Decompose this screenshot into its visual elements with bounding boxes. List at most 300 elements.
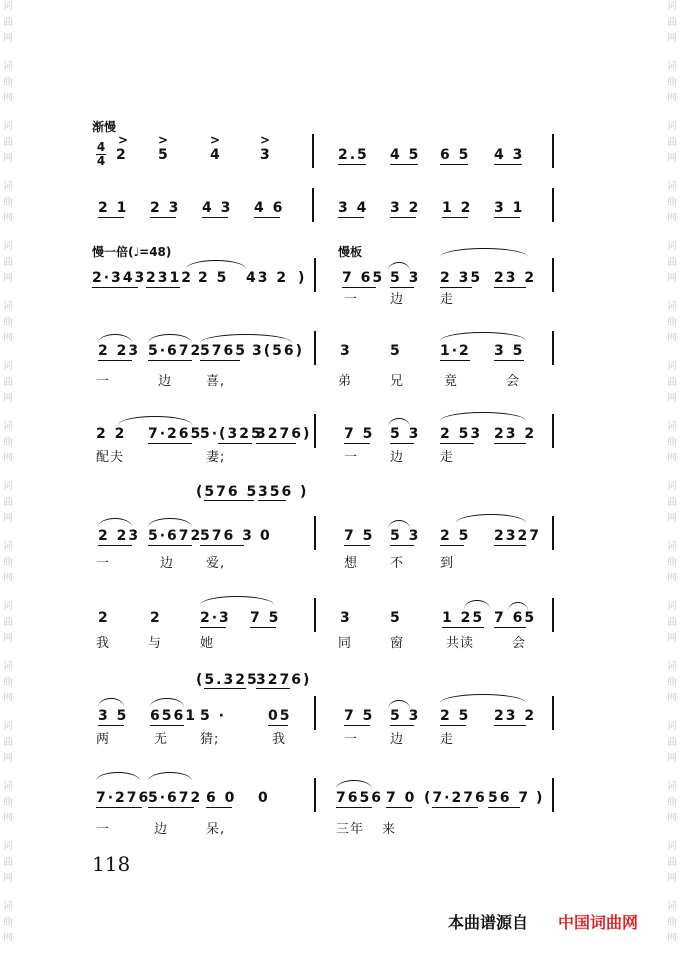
underline bbox=[390, 217, 416, 218]
watermark-char: 曲 bbox=[667, 317, 677, 328]
lyric: 同 bbox=[338, 636, 353, 651]
slur bbox=[440, 248, 528, 257]
underline bbox=[148, 443, 192, 444]
lyric: 边 bbox=[154, 822, 169, 837]
watermark-char: 词 bbox=[3, 361, 13, 372]
watermark-char: 曲 bbox=[3, 197, 13, 208]
note: 2 23 bbox=[98, 528, 141, 544]
watermark-char: 网 bbox=[3, 573, 13, 584]
slur bbox=[440, 694, 526, 703]
tempo-jianman: 渐慢 bbox=[92, 120, 117, 134]
barline bbox=[552, 188, 554, 222]
watermark-char: 网 bbox=[667, 933, 677, 944]
accent-mark: > bbox=[260, 133, 271, 147]
watermark-char: 网 bbox=[667, 513, 677, 524]
underline bbox=[344, 443, 370, 444]
note: 0 bbox=[260, 528, 272, 544]
barline bbox=[552, 516, 554, 550]
lyric: 一 bbox=[344, 450, 359, 465]
watermark-char: 词 bbox=[3, 121, 13, 132]
note: 3 4 bbox=[338, 200, 369, 216]
note: 7656 bbox=[336, 790, 383, 806]
underline bbox=[494, 627, 526, 628]
underline bbox=[494, 360, 524, 361]
watermark-char: 词 bbox=[667, 541, 677, 552]
note: 5 bbox=[158, 147, 170, 163]
watermark-char: 网 bbox=[667, 873, 677, 884]
watermark-char: 网 bbox=[667, 393, 677, 404]
watermark-char: 词 bbox=[667, 361, 677, 372]
watermark-char: 网 bbox=[667, 813, 677, 824]
lyric: 呆, bbox=[206, 822, 226, 837]
barline bbox=[314, 331, 316, 365]
underline bbox=[148, 545, 192, 546]
time-signature-bottom: 4 bbox=[96, 154, 106, 168]
note: 5765 bbox=[200, 343, 247, 359]
barline bbox=[314, 696, 316, 730]
tempo-man-ban: 慢板 bbox=[338, 245, 363, 259]
lyric: 兄 bbox=[390, 374, 405, 389]
note: 23 2 bbox=[494, 270, 537, 286]
underline bbox=[98, 217, 124, 218]
watermark-char: 词 bbox=[667, 841, 677, 852]
note: 3 bbox=[260, 147, 272, 163]
note: 2 2 bbox=[96, 426, 127, 442]
slur bbox=[336, 780, 372, 789]
source-label: 本曲谱源自 bbox=[448, 913, 529, 932]
note: 6 0 bbox=[206, 790, 237, 806]
note: 3 bbox=[340, 610, 352, 626]
watermark-char: 网 bbox=[3, 453, 13, 464]
watermark-char: 词 bbox=[667, 241, 677, 252]
note: 3 bbox=[340, 343, 352, 359]
underline bbox=[344, 545, 370, 546]
barline bbox=[552, 778, 554, 812]
lyric: 边 bbox=[160, 556, 175, 571]
note: 6 5 bbox=[440, 147, 471, 163]
note: (576 5 bbox=[196, 484, 259, 500]
underline bbox=[344, 725, 370, 726]
note: 5 3 bbox=[390, 708, 421, 724]
note: 4 bbox=[210, 147, 222, 163]
lyric: 一 bbox=[96, 556, 111, 571]
underline bbox=[98, 360, 132, 361]
watermark-char: 曲 bbox=[667, 557, 677, 568]
underline bbox=[390, 443, 414, 444]
lyric: 会 bbox=[506, 374, 521, 389]
underline bbox=[442, 627, 484, 628]
barline bbox=[552, 331, 554, 365]
watermark-char: 曲 bbox=[667, 437, 677, 448]
underline bbox=[386, 807, 412, 808]
watermark-char: 词 bbox=[667, 721, 677, 732]
watermark-char: 曲 bbox=[667, 917, 677, 928]
note: 2 bbox=[150, 610, 162, 626]
underline bbox=[258, 500, 286, 501]
watermark-char: 词 bbox=[3, 541, 13, 552]
watermark-char: 词 bbox=[3, 61, 13, 72]
watermark-char: 曲 bbox=[3, 497, 13, 508]
watermark-char: 网 bbox=[3, 93, 13, 104]
watermark-char: 网 bbox=[667, 753, 677, 764]
lyric: 来 bbox=[382, 822, 397, 837]
underline bbox=[98, 545, 132, 546]
underline bbox=[494, 287, 526, 288]
watermark-char: 词 bbox=[3, 841, 13, 852]
note: 43 2 bbox=[246, 270, 289, 286]
note: 3 5 bbox=[494, 343, 525, 359]
page-number: 118 bbox=[92, 852, 131, 876]
underline bbox=[338, 164, 366, 165]
watermark-char: 曲 bbox=[667, 197, 677, 208]
note: 2 1 bbox=[98, 200, 129, 216]
underline bbox=[218, 443, 252, 444]
note: 2·343 bbox=[92, 270, 147, 286]
underline bbox=[488, 807, 520, 808]
underline bbox=[494, 725, 526, 726]
watermark-char: 词 bbox=[667, 181, 677, 192]
accent-mark: > bbox=[210, 133, 221, 147]
watermark-char: 曲 bbox=[3, 137, 13, 148]
lyric: 走 bbox=[440, 732, 455, 747]
note: 2 5 bbox=[440, 528, 471, 544]
note: 4 3 bbox=[494, 147, 525, 163]
lyric: 走 bbox=[440, 292, 455, 307]
watermark-char: 曲 bbox=[667, 617, 677, 628]
watermark-char: 词 bbox=[667, 301, 677, 312]
watermark-char: 网 bbox=[667, 33, 677, 44]
underline bbox=[250, 627, 276, 628]
note: 1 2 bbox=[442, 200, 473, 216]
note: (7·276 bbox=[424, 790, 487, 806]
note: 5·672 bbox=[148, 528, 203, 544]
watermark-char: 网 bbox=[3, 633, 13, 644]
note: 356 bbox=[258, 484, 294, 500]
underline bbox=[204, 500, 254, 501]
watermark-char: 曲 bbox=[667, 497, 677, 508]
underline bbox=[440, 360, 470, 361]
lyric: 无 bbox=[154, 732, 169, 747]
lyric: 边 bbox=[390, 732, 405, 747]
lyric: 到 bbox=[440, 556, 455, 571]
slur bbox=[440, 412, 526, 421]
watermark-char: 网 bbox=[667, 453, 677, 464]
watermark-char: 曲 bbox=[3, 17, 13, 28]
watermark-char: 曲 bbox=[3, 437, 13, 448]
time-signature bbox=[96, 142, 106, 167]
watermark-char: 曲 bbox=[667, 17, 677, 28]
time-signature-top: 4 bbox=[96, 140, 106, 154]
slur bbox=[96, 772, 140, 781]
note: 2 3 bbox=[150, 200, 181, 216]
underline bbox=[440, 287, 472, 288]
underline bbox=[146, 287, 180, 288]
note: 2 5 bbox=[440, 708, 471, 724]
lyric: 会 bbox=[512, 636, 527, 651]
lyric: 边 bbox=[390, 450, 405, 465]
slur bbox=[440, 332, 526, 341]
watermark-char: 网 bbox=[667, 153, 677, 164]
note: 7·276 bbox=[96, 790, 151, 806]
slur bbox=[150, 698, 184, 707]
note: 2 53 bbox=[440, 426, 483, 442]
watermark-char: 曲 bbox=[3, 557, 13, 568]
note: 2 5 bbox=[198, 270, 229, 286]
lyric: 边 bbox=[158, 374, 173, 389]
note: 576 3 bbox=[200, 528, 254, 544]
watermark-char: 词 bbox=[3, 661, 13, 672]
note: 5 bbox=[390, 610, 402, 626]
slur bbox=[148, 334, 192, 343]
watermark-char: 曲 bbox=[3, 677, 13, 688]
note: 5·(325 bbox=[200, 426, 263, 442]
underline bbox=[200, 360, 240, 361]
underline bbox=[254, 217, 280, 218]
watermark-char: 网 bbox=[667, 213, 677, 224]
underline bbox=[206, 807, 232, 808]
watermark-char: 曲 bbox=[667, 677, 677, 688]
watermark-char: 曲 bbox=[3, 797, 13, 808]
note: 5 3 bbox=[390, 528, 421, 544]
note: 23 2 bbox=[494, 426, 537, 442]
underline bbox=[92, 287, 138, 288]
watermark-char: 词 bbox=[3, 901, 13, 912]
watermark-char: 词 bbox=[667, 601, 677, 612]
underline bbox=[440, 443, 474, 444]
watermark-char: 曲 bbox=[3, 77, 13, 88]
lyric: 我 bbox=[96, 636, 111, 651]
lyric: 窗 bbox=[390, 636, 405, 651]
watermark-char: 词 bbox=[3, 1, 13, 12]
lyric: 一 bbox=[96, 374, 111, 389]
watermark-char: 网 bbox=[667, 573, 677, 584]
note: 3(56) bbox=[252, 343, 305, 359]
lyric: 妻; bbox=[206, 450, 226, 465]
watermark-char: 网 bbox=[3, 513, 13, 524]
underline bbox=[200, 627, 226, 628]
underline bbox=[494, 545, 526, 546]
slur bbox=[98, 334, 132, 343]
note: 05 bbox=[268, 708, 292, 724]
watermark-char: 网 bbox=[3, 333, 13, 344]
note: 7 65 bbox=[494, 610, 537, 626]
watermark-char: 网 bbox=[667, 693, 677, 704]
accent-mark: > bbox=[118, 133, 129, 147]
watermark-char: 网 bbox=[3, 153, 13, 164]
note: 4 5 bbox=[390, 147, 421, 163]
watermark-char: 词 bbox=[3, 721, 13, 732]
watermark-char: 网 bbox=[3, 33, 13, 44]
lyric: 走 bbox=[440, 450, 455, 465]
watermark-char: 网 bbox=[667, 273, 677, 284]
slur bbox=[200, 334, 292, 343]
underline bbox=[202, 217, 228, 218]
note: 0 bbox=[258, 790, 270, 806]
watermark-char: 网 bbox=[3, 213, 13, 224]
watermark-char: 网 bbox=[3, 693, 13, 704]
watermark-char: 词 bbox=[3, 781, 13, 792]
watermark-char: 词 bbox=[667, 121, 677, 132]
watermark-char: 网 bbox=[3, 393, 13, 404]
watermark-char: 词 bbox=[667, 781, 677, 792]
note: 4 3 bbox=[202, 200, 233, 216]
watermark-char: 词 bbox=[667, 421, 677, 432]
underline bbox=[150, 217, 176, 218]
barline bbox=[552, 696, 554, 730]
note: 23 2 bbox=[494, 708, 537, 724]
watermark-char: 曲 bbox=[3, 857, 13, 868]
watermark-char: 曲 bbox=[3, 377, 13, 388]
note: 2 bbox=[116, 147, 128, 163]
lyric: 边 bbox=[390, 292, 405, 307]
watermark-char: 网 bbox=[3, 933, 13, 944]
slur bbox=[464, 600, 490, 609]
slur bbox=[98, 698, 124, 707]
watermark-char: 网 bbox=[3, 813, 13, 824]
barline bbox=[314, 414, 316, 448]
lyric: 一 bbox=[344, 732, 359, 747]
watermark-char: 词 bbox=[3, 241, 13, 252]
slur bbox=[200, 596, 274, 605]
note: 3276) bbox=[256, 426, 312, 442]
barline bbox=[552, 414, 554, 448]
lyric: 弟 bbox=[338, 374, 353, 389]
watermark-char: 曲 bbox=[3, 737, 13, 748]
note: 7 5 bbox=[344, 708, 375, 724]
watermark-char: 曲 bbox=[667, 737, 677, 748]
underline bbox=[148, 807, 194, 808]
underline bbox=[390, 287, 414, 288]
note: 4 6 bbox=[254, 200, 285, 216]
note: 7 65 bbox=[342, 270, 385, 286]
note: 7 0 bbox=[386, 790, 417, 806]
barline bbox=[312, 134, 314, 168]
note: 2·3 bbox=[200, 610, 231, 626]
underline bbox=[336, 807, 372, 808]
watermark-char: 词 bbox=[3, 421, 13, 432]
barline bbox=[552, 134, 554, 168]
barline bbox=[314, 778, 316, 812]
watermark-char: 曲 bbox=[667, 797, 677, 808]
underline bbox=[342, 287, 376, 288]
note: 1 25 bbox=[442, 610, 485, 626]
note: 7 5 bbox=[250, 610, 281, 626]
watermark-char: 曲 bbox=[667, 137, 677, 148]
watermark-char: 曲 bbox=[3, 257, 13, 268]
source-site-link[interactable]: 中国词曲网 bbox=[558, 913, 639, 932]
note: 6561 bbox=[150, 708, 197, 724]
note: ) bbox=[536, 790, 545, 806]
note: (5.325 bbox=[196, 672, 259, 688]
watermark-char: 曲 bbox=[667, 857, 677, 868]
watermark-char: 网 bbox=[3, 273, 13, 284]
note: 2 bbox=[98, 610, 110, 626]
watermark-char: 词 bbox=[3, 601, 13, 612]
underline bbox=[268, 725, 288, 726]
note: 5·672 bbox=[148, 343, 203, 359]
note: 56 7 bbox=[488, 790, 531, 806]
note: 3 2 bbox=[390, 200, 421, 216]
barline bbox=[552, 258, 554, 292]
underline bbox=[494, 217, 520, 218]
lyric: 竟 bbox=[444, 374, 459, 389]
watermark-char: 词 bbox=[667, 901, 677, 912]
underline bbox=[442, 217, 468, 218]
barline bbox=[314, 516, 316, 550]
lyric: 一 bbox=[344, 292, 359, 307]
note: 5 3 bbox=[390, 426, 421, 442]
lyric: 三年 bbox=[336, 822, 365, 837]
lyric: 喜, bbox=[206, 374, 226, 389]
lyric: 两 bbox=[96, 732, 111, 747]
accent-mark: > bbox=[158, 133, 169, 147]
lyric: 不 bbox=[390, 556, 405, 571]
watermark-char: 词 bbox=[667, 481, 677, 492]
lyric: 她 bbox=[200, 636, 215, 651]
watermark-char: 网 bbox=[667, 633, 677, 644]
watermark-char: 网 bbox=[3, 753, 13, 764]
note: 2327 bbox=[494, 528, 541, 544]
note: 7 5 bbox=[344, 426, 375, 442]
slur bbox=[148, 518, 192, 527]
watermark-char: 词 bbox=[3, 301, 13, 312]
note: 7 5 bbox=[344, 528, 375, 544]
underline bbox=[338, 217, 364, 218]
slur bbox=[456, 514, 526, 523]
watermark-char: 曲 bbox=[3, 917, 13, 928]
note: 3 1 bbox=[494, 200, 525, 216]
note: 5 · bbox=[200, 708, 226, 724]
note: 2312 bbox=[146, 270, 193, 286]
underline bbox=[390, 545, 414, 546]
lyric: 配夫 bbox=[96, 450, 125, 465]
underline bbox=[256, 443, 296, 444]
underline bbox=[150, 725, 184, 726]
lyric: 一 bbox=[96, 822, 111, 837]
watermark-char: 曲 bbox=[667, 377, 677, 388]
underline bbox=[204, 688, 246, 689]
slur bbox=[118, 416, 192, 425]
note: ) bbox=[298, 270, 307, 286]
watermark-char: 词 bbox=[667, 1, 677, 12]
underline bbox=[200, 545, 244, 546]
underline bbox=[256, 688, 290, 689]
watermark-char: 词 bbox=[667, 61, 677, 72]
note: 5 bbox=[390, 343, 402, 359]
underline bbox=[494, 164, 522, 165]
note: 2.5 bbox=[338, 147, 369, 163]
underline bbox=[96, 807, 142, 808]
underline bbox=[432, 807, 478, 808]
underline bbox=[494, 443, 526, 444]
barline bbox=[312, 188, 314, 222]
watermark-char: 网 bbox=[3, 873, 13, 884]
lyric: 与 bbox=[148, 636, 163, 651]
barline bbox=[552, 598, 554, 632]
slur bbox=[148, 772, 192, 781]
underline bbox=[390, 725, 414, 726]
watermark-char: 曲 bbox=[667, 77, 677, 88]
note: 3 5 bbox=[98, 708, 129, 724]
watermark-char: 词 bbox=[3, 181, 13, 192]
watermark-char: 词 bbox=[3, 481, 13, 492]
lyric: 爱, bbox=[206, 556, 226, 571]
note: 2 35 bbox=[440, 270, 483, 286]
note: 1·2 bbox=[440, 343, 471, 359]
note: 2 23 bbox=[98, 343, 141, 359]
note: 5·672 bbox=[148, 790, 203, 806]
watermark-char: 曲 bbox=[3, 617, 13, 628]
